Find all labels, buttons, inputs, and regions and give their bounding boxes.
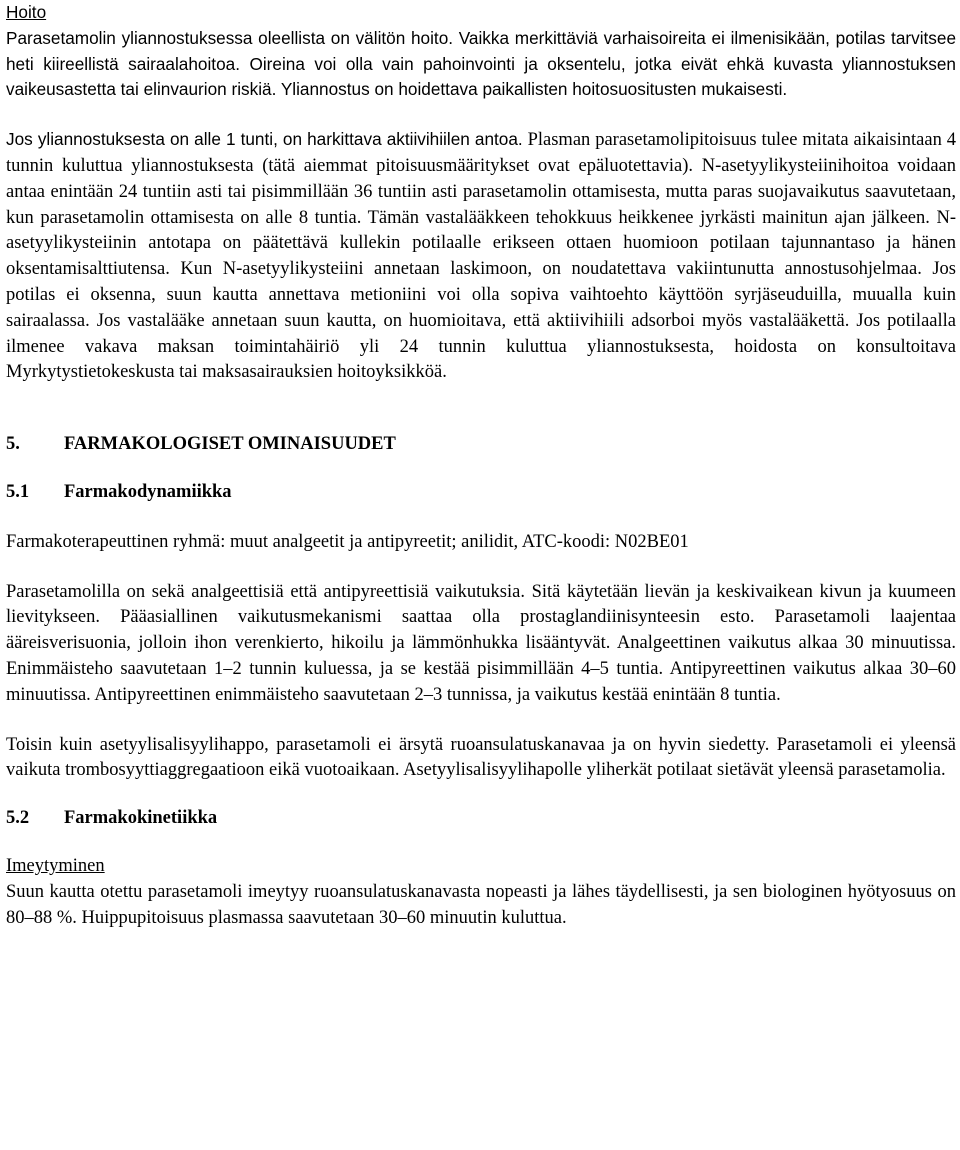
absorption-paragraph: Suun kautta otettu parasetamoli imeytyy ruoansulatuskanavasta nopeasti ja lähes täydellisesti, ja sen biologinen hyötyosuus on 80–88 %. Huippupitoisuus plasmassa saavutetaan 30–60 minuutin kuluttua. [6, 881, 956, 928]
spacer [6, 556, 956, 580]
pharmacodynamics-paragraph-2: Toisin kuin asetyylisalisyylihappo, parasetamoli ei ärsytä ruoansulatuskanavaa ja on hyvin siedetty. Parasetamoli ei yleensä vaikuta trombosyyttiaggregaatioon eikä vuotoaikaan. Asetyylisalisyylihapolle yliherkät potilaat sietävät yleensä parasetamolia. [6, 734, 956, 781]
section-5-1-heading [6, 480, 956, 506]
section-5-heading [6, 432, 956, 458]
section-5-1-number: 5.1 [6, 481, 30, 502]
atc-code-line: Farmakoterapeuttinen ryhmä: muut analgeetit ja antipyreetit; anilidit, ATC-koodi: N02BE01 [6, 531, 689, 552]
section-5-1-title: Farmakodynamiikka [64, 481, 232, 502]
spacer [6, 103, 956, 127]
section-5-number: 5. [6, 434, 20, 455]
spacer [6, 506, 956, 530]
section-5-2-title: Farmakokinetiikka [64, 808, 218, 829]
treatment-heading: Hoito [6, 2, 47, 22]
section-5-2-heading [6, 806, 956, 832]
section-5-2-number: 5.2 [6, 808, 30, 829]
document-page [6, 0, 956, 931]
spacer [6, 832, 956, 854]
spacer [6, 386, 956, 432]
section-5-title: FARMAKOLOGISET OMINAISUUDET [64, 434, 396, 455]
treatment-paragraph-1: Parasetamolin yliannostuksessa oleellista on välitön hoito. Vaikka merkittäviä varhaisoireita ei ilmenisikään, potilas tarvitsee heti kiireellistä sairaalahoitoa. Oireina voi olla vain pahoinvointi ja oksentelu, jotka eivät ehkä kuvasta yliannostuksen vaikeusastetta tai elinvaurion riskiä. Yliannostus on hoidettava paikallisten hoitosuositusten mukaisesti. [6, 27, 956, 100]
spacer [6, 709, 956, 733]
treatment-paragraph-2-body: Plasman parasetamolipitoisuus tulee mitata aikaisintaan 4 tunnin kuluttua yliannostuksesta (tätä aiemmat pitoisuusmääritykset ovat epäluotettavia). N-asetyylikysteiinihoitoa voidaan antaa enintään 24 tuntiin asti tai pisimmillään 36 tuntiin asti parasetamolin ottamisesta, mutta paras suojavaikutus saavutetaan, kun parasetamolin ottamisesta on alle 8 tuntia. Tämän vastalääkkeen tehokkuus heikkenee jyrkästi mainitun ajan jälkeen. N-asetyylikysteiinin antotapa on päätettävä kullekin potilaalle erikseen ottaen huomioon potilaan tajunnantaso ja hänen oksentamisalttiutensa. Kun N-asetyylikysteiini annetaan laskimoon, on noudatettava vakiintunutta annostusohjelmaa. Jos potilas ei oksenna, suun kautta annettava metioniini voi olla sopiva vaihtoehto käyttöön syrjäseuduilla, muualla kuin sairaalassa. Jos vastalääke annetaan suun kautta, on huomioitava, että aktiivihiili adsorboi myös vastalääkettä. Jos potilaalla ilmenee vakava maksan toimintahäiriö yli 24 tunnin kuluttua yliannostuksesta, hoidosta on konsultoitava Myrkytystietokeskusta tai maksasairauksien hoitoyksikköä. [6, 130, 957, 383]
pharmacodynamics-paragraph-1: Parasetamolilla on sekä analgeettisiä että antipyreettisiä vaikutuksia. Sitä käytetään lievän ja keskivaikean kivun ja kuumeen lievitykseen. Pääasiallinen vaikutusmekanismi saattaa olla prostaglandiinisynteesin esto. Parasetamoli laajentaa ääreisverisuonia, jolloin ihon verenkierto, hikoilu ja lämmönhukka lisääntyvät. Analgeettinen vaikutus alkaa 30 minuutissa. Enimmäisteho saavutetaan 1–2 tunnin kuluessa, ja se kestää pisimmillään 4–5 tuntia. Antipyreettinen vaikutus alkaa 30–60 minuutissa. Antipyreettinen enimmäisteho saavutetaan 2–3 tunnissa, ja vaikutus kestää enintään 8 tuntia. [6, 581, 956, 705]
overdose-section [6, 0, 956, 103]
spacer [6, 458, 956, 480]
treatment-paragraph-2-lead: Jos yliannostuksesta on alle 1 tunti, on harkittava aktiivihiilen antoa. [6, 129, 523, 150]
absorption-subheading: Imeytyminen [6, 855, 105, 876]
treatment-paragraph-2 [6, 127, 956, 386]
spacer [6, 784, 956, 806]
